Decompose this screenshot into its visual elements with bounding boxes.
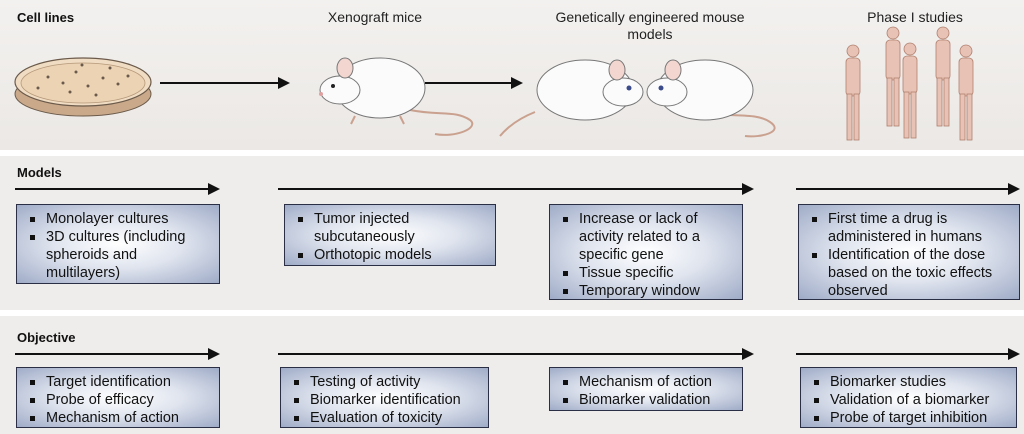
list-item: Monolayer cultures: [29, 210, 213, 228]
list-item: Probe of efficacy: [29, 391, 213, 409]
objective-arrow-3: [796, 353, 1018, 355]
list-item: Mechanism of action: [562, 373, 736, 391]
objective-arrow-2: [278, 353, 752, 355]
models-box-phase1: [798, 204, 1020, 300]
stage-title-cell-lines: Cell lines: [17, 10, 75, 25]
models-box-xenograft: [284, 204, 496, 266]
list-item: Increase or lack of activity related to a specific gene: [562, 210, 736, 264]
objective-arrow-1: [15, 353, 218, 355]
mouse-icon: [305, 50, 480, 140]
list-item: Validation of a biomarker: [813, 391, 1010, 409]
list-item: Probe of target inhibition: [813, 409, 1010, 427]
mice-pair-icon: [495, 50, 805, 140]
objective-box-gem: [549, 367, 743, 411]
list-item: Biomarker studies: [813, 373, 1010, 391]
list-item: First time a drug is administered in humans: [811, 210, 1013, 246]
objective-heading: Objective: [17, 330, 76, 345]
list-item: Identification of the dose based on the toxic effects observed: [811, 246, 1013, 300]
objective-box-cell-lines: [16, 367, 220, 428]
list-item: Biomarker identification: [293, 391, 482, 409]
stage-title-phase1: Phase I studies: [867, 9, 963, 25]
models-arrow-2: [278, 188, 752, 190]
list-item: Tumor injected subcutaneously: [297, 210, 489, 246]
models-arrow-1: [15, 188, 218, 190]
list-item: Biomarker validation: [562, 391, 736, 409]
list-item: Target identification: [29, 373, 213, 391]
objective-box-xenograft: [280, 367, 489, 428]
models-arrow-3: [796, 188, 1018, 190]
list-item: 3D cultures (including spheroids and multilayers): [29, 228, 213, 282]
stage-title-xenograft: Xenograft mice: [327, 9, 423, 25]
list-item: Testing of activity: [293, 373, 482, 391]
models-heading: Models: [17, 165, 62, 180]
list-item: Orthotopic models: [297, 246, 489, 264]
list-item: Mechanism of action: [29, 409, 213, 427]
people-icon: [838, 26, 983, 146]
list-item: Tissue specific: [562, 264, 736, 282]
list-item: Temporary window: [562, 282, 736, 300]
arrow-cells-to-xenograft: [160, 82, 288, 84]
models-box-gem: [549, 204, 743, 300]
petri-dish-icon: [8, 50, 158, 120]
list-item: Evaluation of toxicity: [293, 409, 482, 427]
objective-box-phase1: [800, 367, 1017, 428]
models-box-cell-lines: [16, 204, 220, 284]
stage-title-gem: Genetically engineered mouse models: [555, 9, 745, 42]
